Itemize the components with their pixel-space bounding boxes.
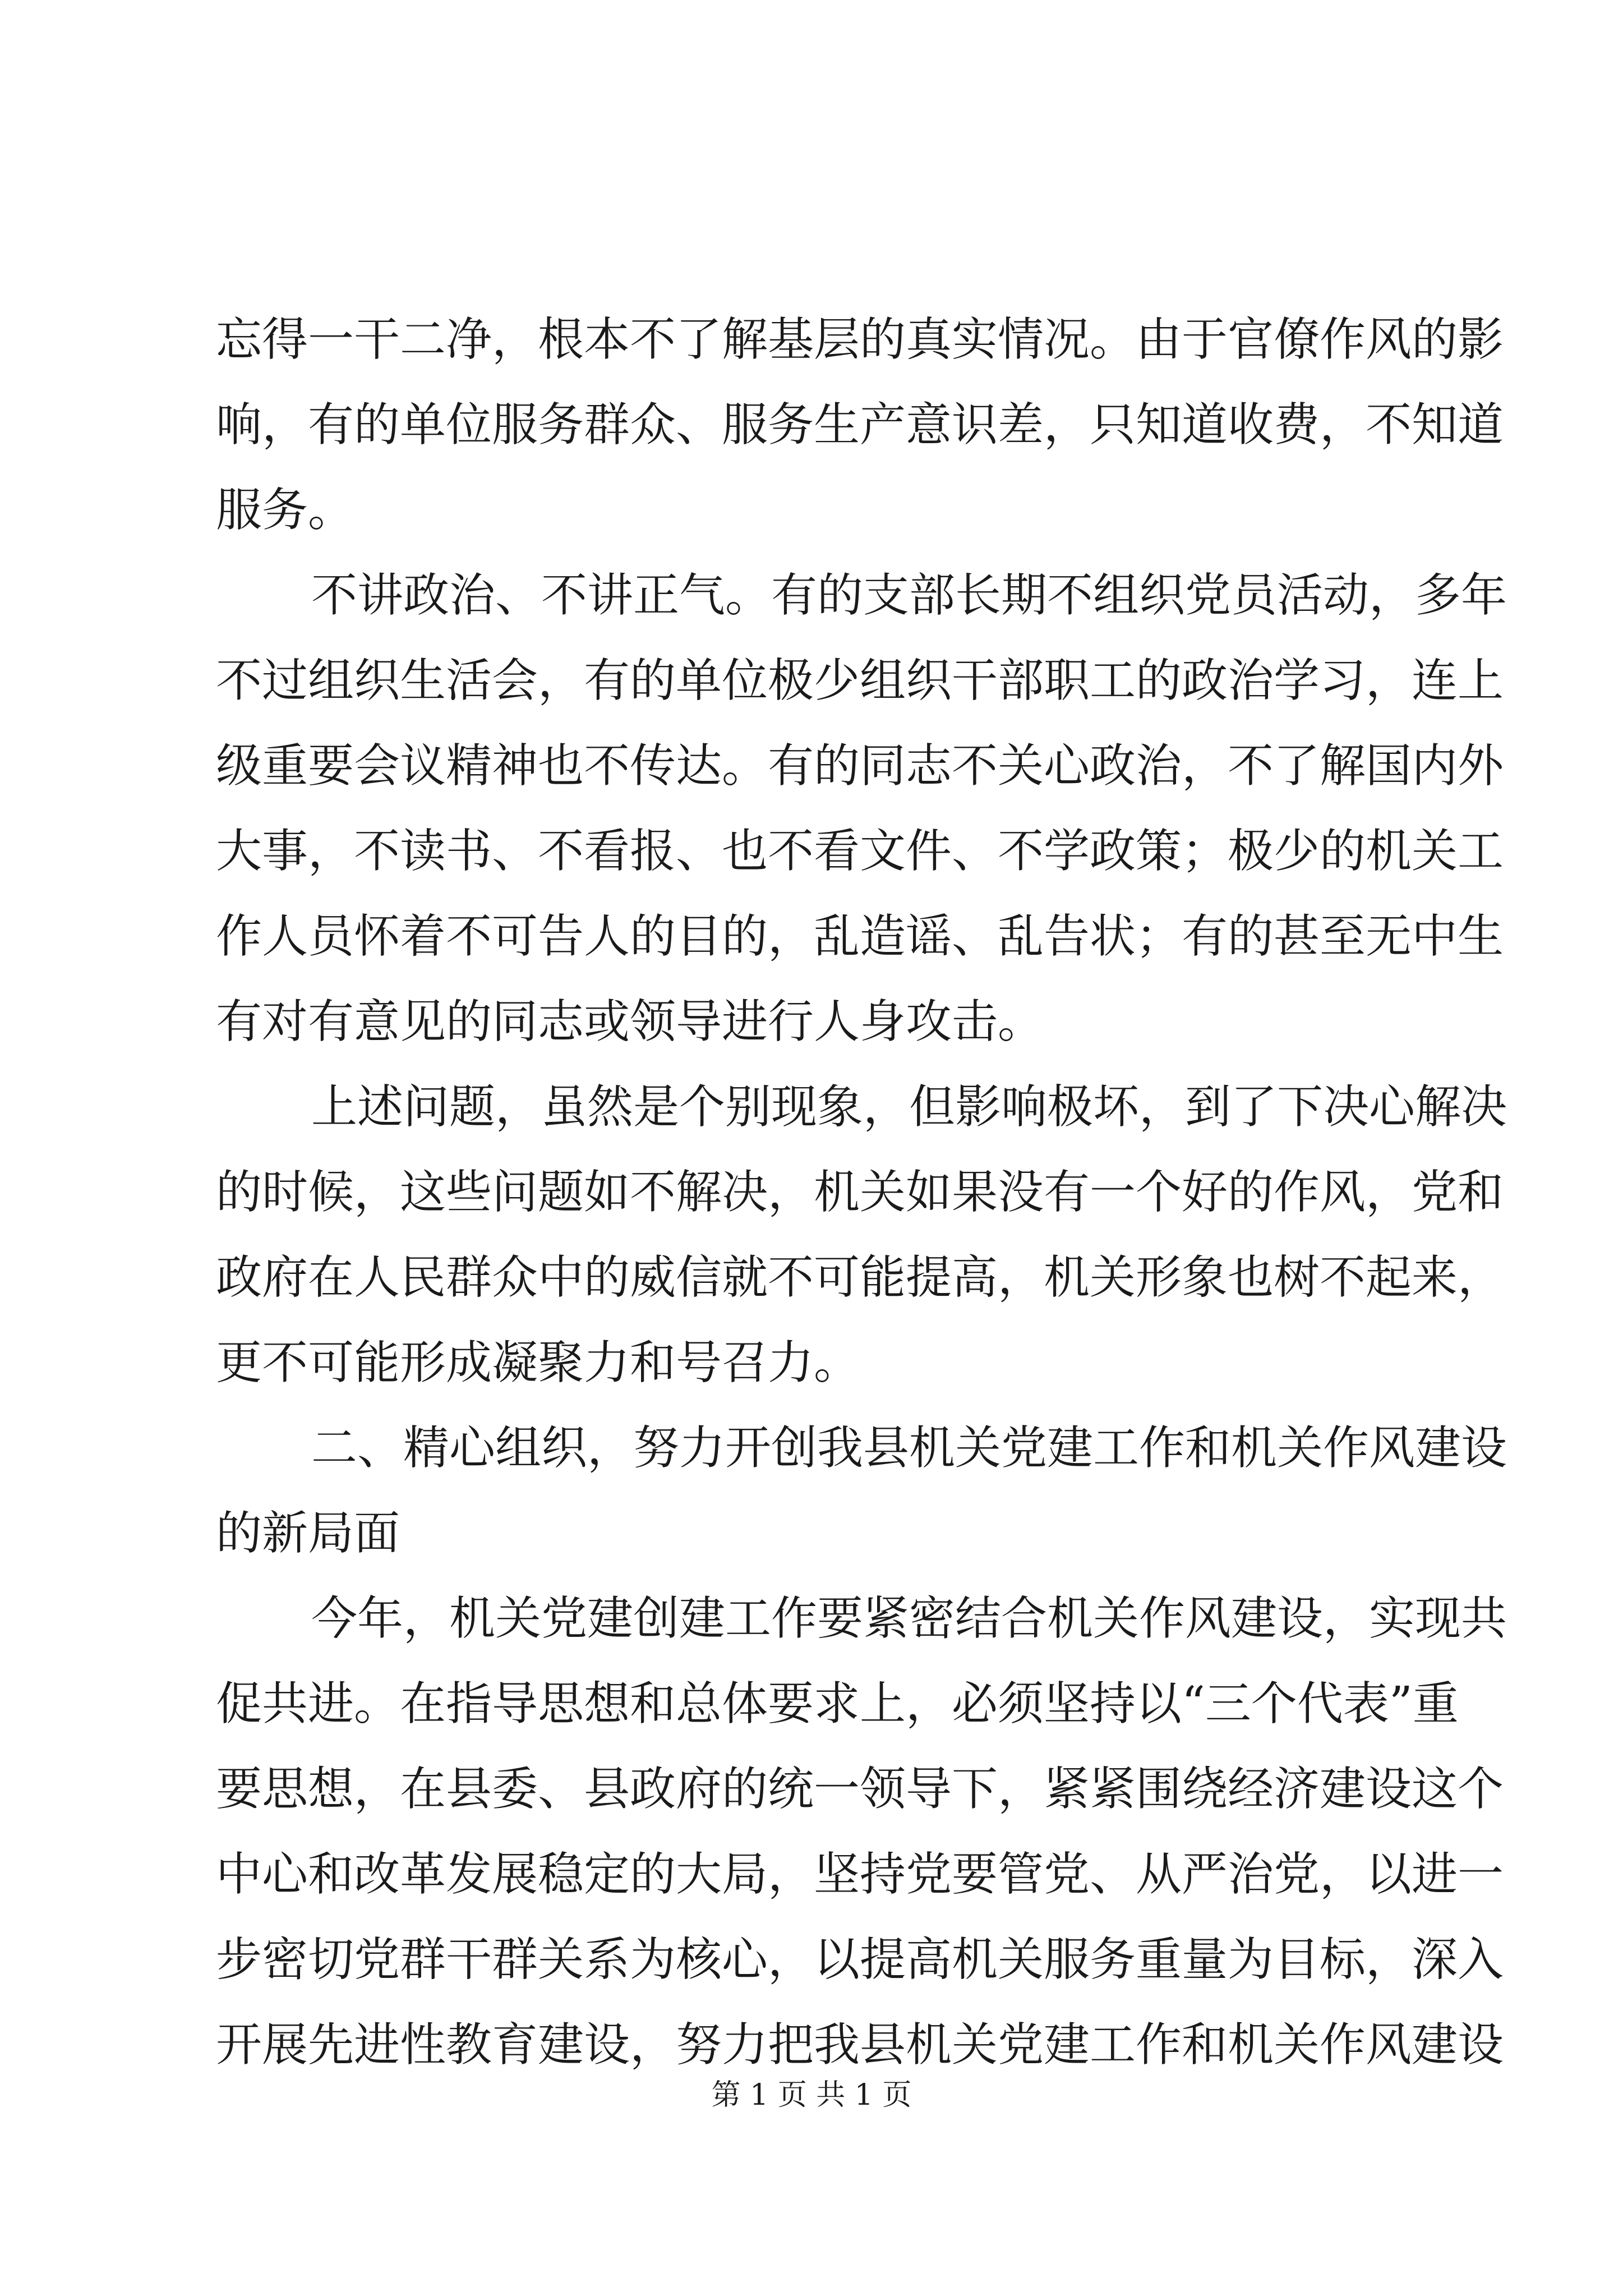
text-line: 忘得一干二净，根本不了解基层的真实情况。由于官僚作风的影 <box>216 313 1504 366</box>
text-line: 促共进。在指导思想和总体要求上，必须坚持以“三个代表”重 <box>216 1677 1459 1731</box>
text-line: 政府在人民群众中的威信就不可能提高，机关形象也树不起来， <box>216 1251 1504 1304</box>
text-line: 步密切党群干群关系为核心，以提高机关服务重量为目标，深入 <box>216 1933 1504 1986</box>
page-number-footer: 第 1 页 共 1 页 <box>711 2078 912 2112</box>
text-line: 响，有的单位服务群众、服务生产意识差，只知道收费，不知道 <box>216 398 1504 452</box>
text-line: 有对有意见的同志或领导进行人身攻击。 <box>216 995 1044 1048</box>
text-line: 开展先进性教育建设，努力把我县机关党建工作和机关作风建设 <box>216 2018 1504 2072</box>
text-line: 要思想，在县委、县政府的统一领导下，紧紧围绕经济建设这个 <box>216 1763 1504 1816</box>
text-line: 的时候，这些问题如不解决，机关如果没有一个好的作风，党和 <box>216 1166 1504 1219</box>
text-line: 大事，不读书、不看报、也不看文件、不学政策；极少的机关工 <box>216 825 1504 878</box>
text-line: 级重要会议精神也不传达。有的同志不关心政治，不了解国内外 <box>216 739 1504 793</box>
document-body <box>216 297 1507 2088</box>
text-line: 今年，机关党建创建工作要紧密结合机关作风建设，实现共 <box>311 1592 1507 1645</box>
text-line: 不过组织生活会，有的单位极少组织干部职工的政治学习，连上 <box>216 654 1504 707</box>
section-heading-line: 的新局面 <box>216 1507 400 1560</box>
text-line: 上述问题，虽然是个别现象，但影响极坏，到了下决心解决 <box>311 1080 1507 1134</box>
text-line: 不讲政治、不讲正气。有的支部长期不组织党员活动，多年 <box>311 569 1507 622</box>
text-line: 中心和改革发展稳定的大局，坚持党要管党、从严治党，以进一 <box>216 1848 1504 1901</box>
text-line: 服务。 <box>216 484 354 537</box>
text-line: 更不可能形成凝聚力和号召力。 <box>216 1336 860 1389</box>
section-heading-line: 二、精心组织，努力开创我县机关党建工作和机关作风建设 <box>311 1421 1507 1475</box>
text-line: 作人员怀着不可告人的目的，乱造谣、乱告状；有的甚至无中生 <box>216 910 1504 963</box>
